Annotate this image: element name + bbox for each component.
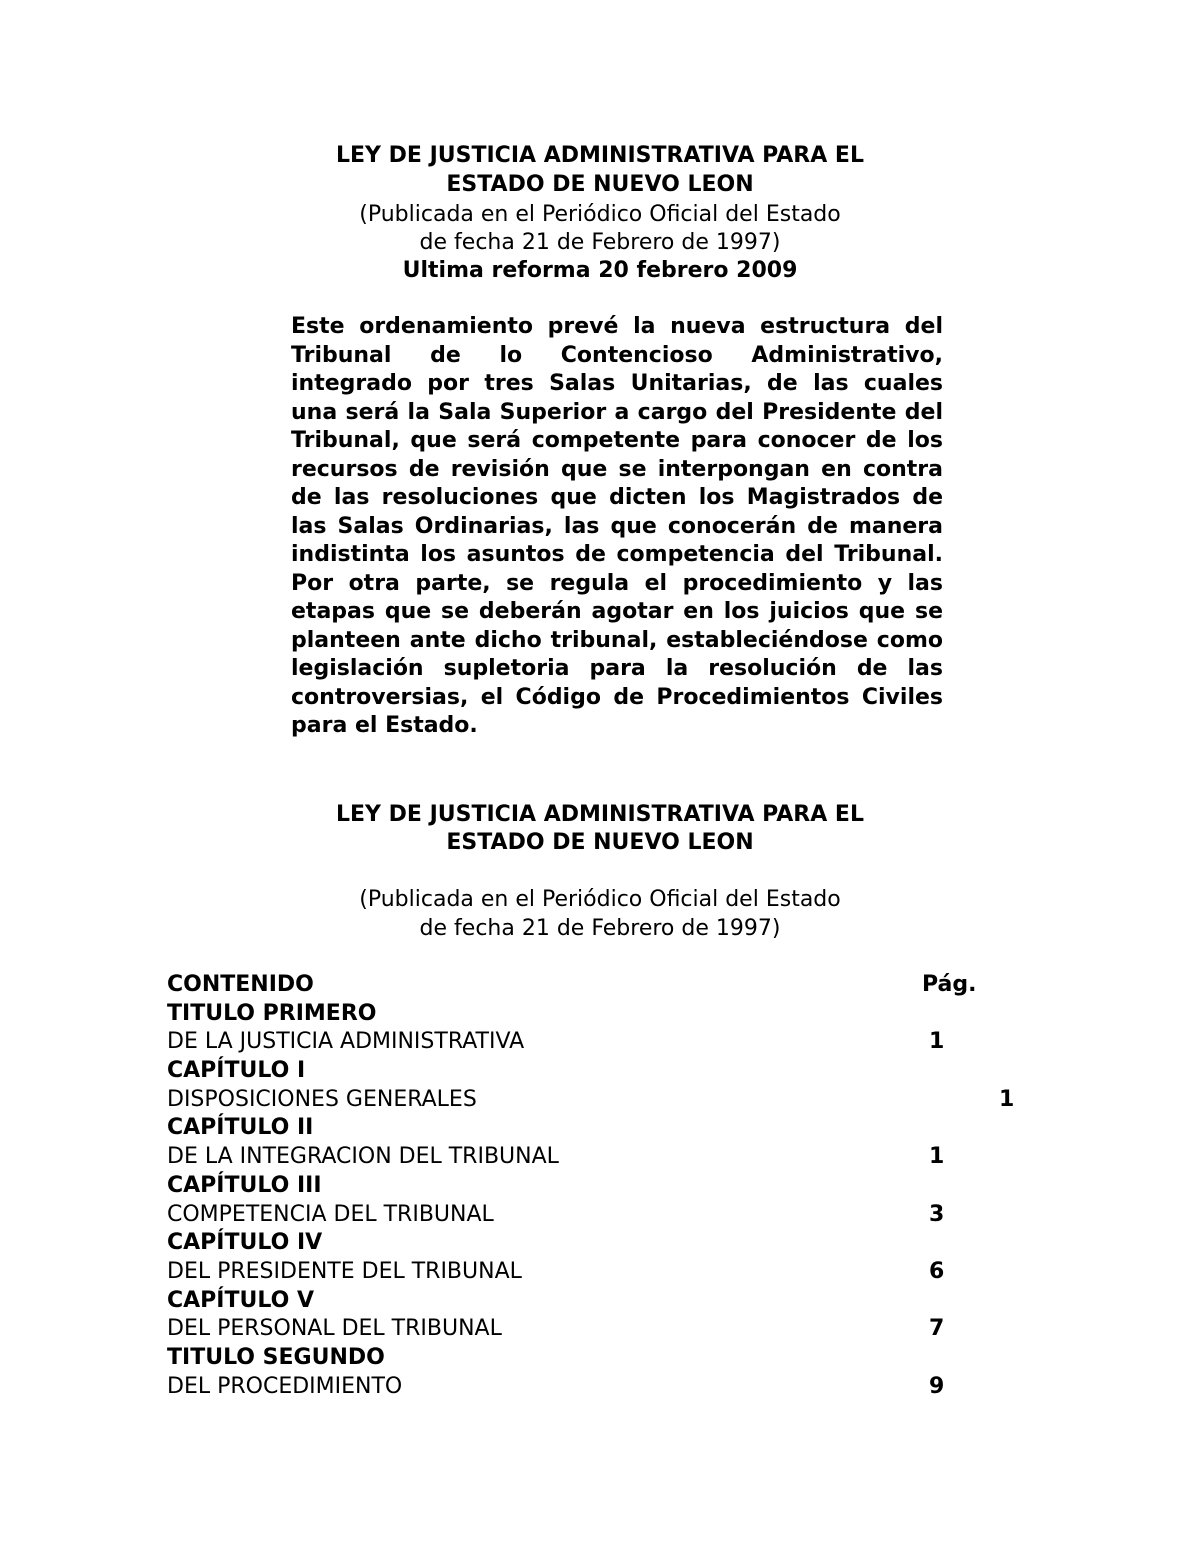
toc-row	[167, 1229, 1027, 1258]
toc-row	[167, 1201, 1027, 1230]
toc-row	[167, 1172, 1027, 1201]
toc-row	[167, 1315, 1027, 1344]
second-publication-note-line1: (Publicada en el Periódico Oficial del Estado	[359, 887, 841, 912]
toc-page-number: 9	[929, 1373, 945, 1399]
toc-title-label: TITULO PRIMERO	[167, 1000, 377, 1026]
toc-entry-label: DEL PRESIDENTE DEL TRIBUNAL	[167, 1258, 522, 1284]
second-title-line2: ESTADO DE NUEVO LEON	[446, 830, 754, 855]
toc-row	[167, 1086, 1027, 1115]
toc-title-label: TITULO SEGUNDO	[167, 1344, 385, 1370]
document-title-line2: ESTADO DE NUEVO LEON	[446, 172, 754, 197]
toc-entry-label: DEL PROCEDIMIENTO	[167, 1373, 403, 1399]
toc-row	[167, 1000, 1027, 1029]
toc-page-number: 1	[929, 1144, 945, 1170]
publication-note-line2: de fecha 21 de Febrero de 1997)	[419, 230, 781, 255]
toc-entry-label: DE LA JUSTICIA ADMINISTRATIVA	[167, 1029, 525, 1055]
toc-chapter-label: CAPÍTULO I	[167, 1058, 306, 1084]
toc-page-number: 1	[929, 1029, 945, 1055]
toc-row	[167, 1143, 1027, 1172]
toc-page-number: 6	[929, 1258, 945, 1284]
toc-row	[167, 1258, 1027, 1287]
second-title-line1: LEY DE JUSTICIA ADMINISTRATIVA PARA EL	[336, 802, 864, 827]
toc-chapter-label: CAPÍTULO III	[167, 1172, 322, 1198]
toc-page-number: 7	[929, 1316, 945, 1342]
toc-row	[167, 1028, 1027, 1057]
toc-entry-label: DE LA INTEGRACION DEL TRIBUNAL	[167, 1144, 559, 1170]
toc-chapter-label: CAPÍTULO V	[167, 1287, 314, 1313]
toc-page-number: 3	[929, 1201, 945, 1227]
toc-entry-label: DEL PERSONAL DEL TRIBUNAL	[167, 1316, 502, 1342]
toc-entry-label: DISPOSICIONES GENERALES	[167, 1086, 477, 1112]
second-publication-note-line2: de fecha 21 de Febrero de 1997)	[419, 916, 781, 941]
toc-heading: CONTENIDO	[167, 972, 314, 997]
toc-row	[167, 1057, 1027, 1086]
toc-row	[167, 1344, 1027, 1373]
toc-page-number: 1	[999, 1086, 1015, 1112]
last-reform-note: Ultima reforma 20 febrero 2009	[402, 258, 798, 283]
table-of-contents	[167, 971, 1027, 1401]
summary-paragraph: Este ordenamiento prevé la nueva estructura del Tribunal de lo Contencioso Administrativo, integrado por tres Salas Unitarias, de las cuales una será la Sala Superior a cargo del Presidente del Tribunal, que será competente para conocer de los recursos de revisión que se interpongan en contra de las resoluciones que dicten los Magistrados de las Salas Ordinarias, las que conocerán de manera indistinta los asuntos de competencia del Tribunal. Por otra parte, se regula el procedimiento y las etapas que se deberán agotar en los juicios que se planteen ante dicho tribunal, estableciéndose como legislación supletoria para la resolución de las controversias, el Código de Procedimientos Civiles para el Estado.	[291, 314, 943, 738]
publication-note-line1: (Publicada en el Periódico Oficial del Estado	[359, 202, 841, 227]
toc-row	[167, 1287, 1027, 1316]
toc-row	[167, 1373, 1027, 1402]
toc-page-heading: Pág.	[922, 972, 977, 997]
toc-entry-label: COMPETENCIA DEL TRIBUNAL	[167, 1201, 494, 1227]
toc-row	[167, 1114, 1027, 1143]
toc-chapter-label: CAPÍTULO II	[167, 1115, 314, 1141]
document-title-line1: LEY DE JUSTICIA ADMINISTRATIVA PARA EL	[336, 143, 864, 168]
toc-header-row	[167, 971, 1027, 1000]
toc-chapter-label: CAPÍTULO IV	[167, 1230, 323, 1256]
